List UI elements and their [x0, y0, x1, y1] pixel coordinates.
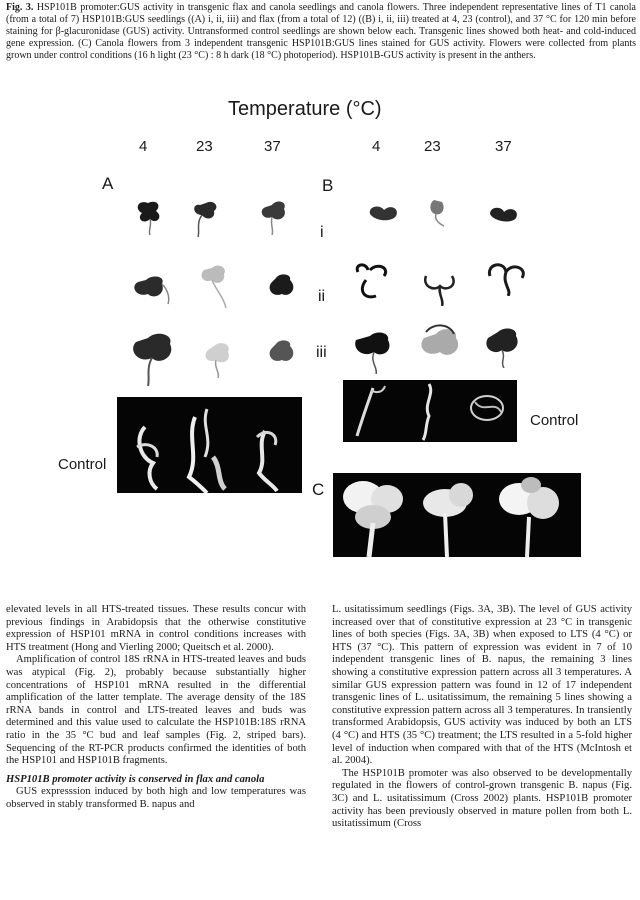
seedling-a-i-37: [254, 195, 294, 235]
control-b-panel: [343, 380, 517, 442]
seedling-b-ii-4: [350, 260, 398, 306]
seedling-b-i-37: [484, 200, 524, 228]
temp-b-23: 23: [424, 138, 441, 155]
row-label-ii: ii: [318, 288, 326, 305]
control-a-panel: [117, 397, 302, 493]
paragraph: GUS expresssion induced by both high and low temperatures was observed in stably transformed B. napus and: [6, 786, 306, 810]
seedling-b-ii-37: [482, 256, 530, 296]
flower-c-3: [499, 477, 559, 557]
seedling-b-iii-37: [480, 320, 524, 368]
figure-3: [0, 90, 640, 590]
row-label-i: i: [320, 224, 324, 241]
section-heading: HSP101B promoter activity is conserved in flax and canola: [6, 773, 265, 785]
figure-label: Fig. 3.: [6, 2, 34, 13]
row-label-iii: iii: [316, 344, 327, 361]
flowers-c: [333, 473, 581, 557]
panel-label-b: B: [322, 176, 334, 195]
seedling-a-iii-23: [198, 334, 238, 378]
seedling-a-ii-37: [262, 270, 300, 306]
control-a-label: Control: [58, 456, 107, 473]
seedling-a-iii-37: [262, 334, 302, 374]
seedling-a-ii-4: [128, 268, 172, 308]
paragraph: elevated levels in all HTS-treated tissues. These results concur with previous findings in Arabidopsis that the otherwise constitutive expression of HSP101 mRNA in control conditions increases with HTS treatment (Hong and Vierling 2000; Queitsch et al. 2000).: [6, 604, 306, 653]
paragraph: Amplification of control 18S rRNA in HTS-treated leaves and buds was atypical (Fig. 2), probably because substantially higher concentrations of HSP101 mRNA resulted in the differential amplification of the latter template. The average density of the 18S rRNA bands in control and LTS-treated leaves and buds was determined and this value used to calculate the HSP101B:18S rRNA ratio in the 35 °C bud and leaf samples (Fig. 2, striped bars). Sequencing of the RT-PCR products confirmed the identities of both the HSP101 and HSP101B fragments.: [6, 654, 306, 767]
seedling-b-iii-23: [414, 318, 466, 374]
control-b-label: Control: [530, 412, 579, 429]
temp-a-4: 4: [139, 138, 148, 155]
flower-c-2: [423, 483, 473, 557]
temp-a-23: 23: [196, 138, 213, 155]
caption-text: HSP101B promoter:GUS activity in transgenic flax and canola seedlings and canola flowers. Three independent representative lines of T1 canola (from a total of 7) HSP101B:GUS seedlings ((A) i, ii, iii) and flax (from a total of 12) ((B) i, ii, iii) treated at 4, 23 (control), and 37 °C for 120 min before staining for β-glacuronidase (GUS) activity. Untransformed control seedlings are shown below each. Transgenic lines showed both heat- and cold-induced gene expression. (C) Canola flowers from 3 independent transgenic HSP101B:GUS lines stained for GUS activity. Flowers were collected from plants grown under control conditions (16 h light (23 °C) : 8 h dark (18 °C) photoperiod). HSP101B-GUS activity is present in the anthers.: [6, 2, 636, 61]
seedling-a-i-23: [186, 195, 226, 239]
paragraph: L. usitatissimum seedlings (Figs. 3A, 3B). The level of GUS activity increased over that of constitutive expression at 23 °C in transgenic lines of both species (Figs. 3A, 3B) when exposed to LTS (4 °C) or HTS (37 °C). This pattern of expression was evident in 7 of 10 independent transgenic lines of B. napus, the remaining 3 lines showing a constitutive expression pattern across all 3 temperatures. A similar GUS expression pattern was found in 12 of 17 independent transgenic lines of L. usitatissimum, the remaining 5 lines showing a constitutive expression pattern across all 3 temperatures. In transiently transformed Arabidopsis, GUS activity was induced by both an LTS (4 °C) and HTS (35 °C) treatment; the LTS resulted in a 5-fold higher level of induction when compared with that of the HTS (McIntosh et al. 2004).: [332, 604, 632, 767]
panel-label-a: A: [102, 174, 114, 193]
panel-label-c: C: [312, 480, 325, 499]
seedling-b-ii-23: [420, 266, 460, 306]
control-a-seedlings: [117, 397, 302, 493]
body-column-left: [6, 604, 306, 812]
flowers-c-panel: [333, 473, 581, 557]
flower-c-1: [343, 481, 403, 557]
body-column-right: [332, 604, 632, 831]
seedling-b-i-4: [364, 198, 404, 228]
seedling-b-iii-4: [350, 326, 398, 374]
control-b-seedlings: [343, 380, 517, 442]
seedling-a-ii-23: [196, 260, 236, 310]
seedling-a-iii-4: [126, 328, 178, 386]
temp-b-4: 4: [372, 138, 381, 155]
temperature-title: Temperature (°C): [228, 98, 382, 120]
seedling-a-i-4: [130, 195, 168, 235]
paragraph: The HSP101B promoter was also observed to be developmentally regulated in the flowers of control-grown transgenic B. napus (Fig. 3C) and L. usitatissimum (Cross 2002) plants. HSP101B promoter activity has been previously observed in mature pollen from both L. usitatissimum (Cross: [332, 767, 632, 830]
figure-caption: [6, 2, 636, 62]
temp-a-37: 37: [264, 138, 281, 155]
seedling-b-i-23: [424, 194, 452, 228]
temp-b-37: 37: [495, 138, 512, 155]
